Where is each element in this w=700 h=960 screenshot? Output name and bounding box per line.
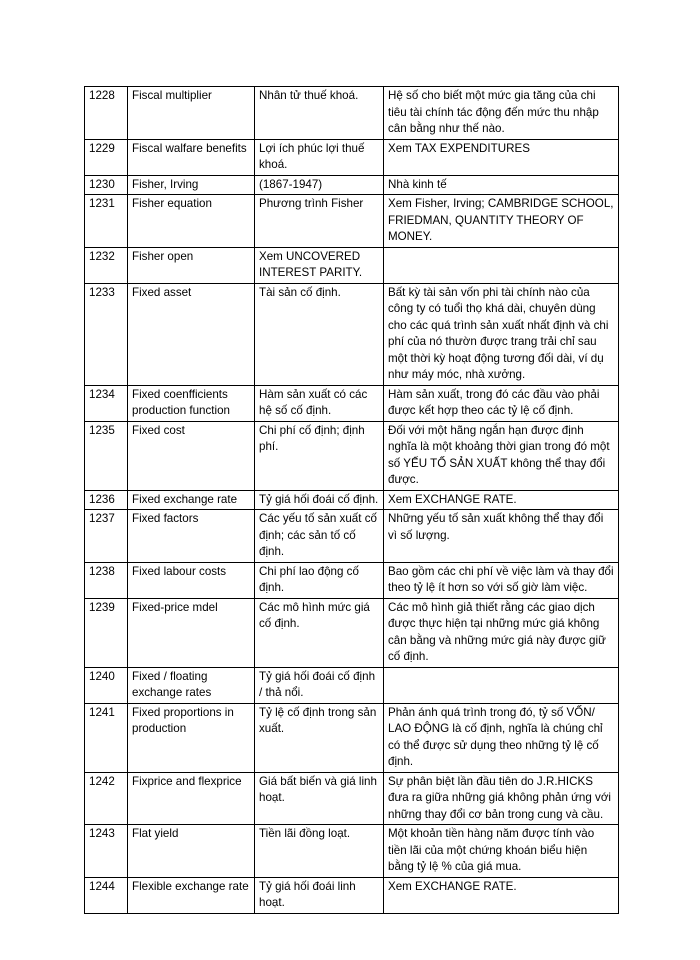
- entry-number: 1239: [85, 598, 128, 667]
- definition: Nhà kinh tế: [384, 175, 619, 195]
- table-row: [85, 510, 619, 563]
- table-row: [85, 87, 619, 140]
- definition: Phản ánh quá trình trong đó, tỷ số VỐN/ LAO ĐỘNG là cố định, nghĩa là chúng chỉ có thể được sử dụng theo những tỷ lệ cố định.: [384, 703, 619, 772]
- definition: Một khoản tiền hàng năm được tính vào tiền lãi của một chứng khoán biểu hiện bằng tỷ lệ % của giá mua.: [384, 825, 619, 878]
- table-row: [85, 175, 619, 195]
- entry-number: 1237: [85, 510, 128, 563]
- entry-number: 1228: [85, 87, 128, 140]
- table-row: [85, 772, 619, 825]
- vietnamese-term: Tỷ giá hối đoái cố định.: [255, 490, 384, 510]
- glossary-table: [84, 86, 619, 914]
- entry-number: 1241: [85, 703, 128, 772]
- vietnamese-term: Chi phí cố định; định phí.: [255, 421, 384, 490]
- table-row: [85, 598, 619, 667]
- vietnamese-term: Tỷ lệ cố định trong sản xuất.: [255, 703, 384, 772]
- definition: [384, 247, 619, 283]
- english-term: Fixed / floating exchange rates: [128, 667, 255, 703]
- vietnamese-term: Các yếu tố sản xuất cố định; các sản tố cố định.: [255, 510, 384, 563]
- definition: Những yếu tố sản xuất không thể thay đổi vì số lượng.: [384, 510, 619, 563]
- vietnamese-term: Phương trình Fisher: [255, 195, 384, 248]
- table-row: [85, 139, 619, 175]
- vietnamese-term: Chi phí lao động cố định.: [255, 562, 384, 598]
- definition: Xem TAX EXPENDITURES: [384, 139, 619, 175]
- definition: Đối với một hãng ngắn hạn được định nghĩa là một khoảng thời gian trong đó một số YẾU TỐ SẢN XUẤT không thể thay đổi được.: [384, 421, 619, 490]
- entry-number: 1244: [85, 877, 128, 913]
- entry-number: 1238: [85, 562, 128, 598]
- table-row: [85, 283, 619, 385]
- definition: [384, 667, 619, 703]
- vietnamese-term: Nhân tử thuế khoá.: [255, 87, 384, 140]
- document-page: [84, 86, 618, 914]
- definition: Hệ số cho biết một mức gia tăng của chi tiêu tài chính tác động đến mức thu nhập cân bằng như thế nào.: [384, 87, 619, 140]
- english-term: Fisher, Irving: [128, 175, 255, 195]
- definition: Hàm sản xuất, trong đó các đầu vào phải được kết hợp theo các tỷ lệ cố định.: [384, 385, 619, 421]
- table-row: [85, 825, 619, 878]
- english-term: Fixed labour costs: [128, 562, 255, 598]
- entry-number: 1243: [85, 825, 128, 878]
- definition: Bao gồm các chi phí về việc làm và thay đổi theo tỷ lệ ít hơn so với số giờ làm việc.: [384, 562, 619, 598]
- english-term: Fiscal multiplier: [128, 87, 255, 140]
- definition: Xem EXCHANGE RATE.: [384, 877, 619, 913]
- table-row: [85, 385, 619, 421]
- entry-number: 1234: [85, 385, 128, 421]
- english-term: Fixed coenfficients production function: [128, 385, 255, 421]
- vietnamese-term: (1867-1947): [255, 175, 384, 195]
- vietnamese-term: Tiền lãi đồng loạt.: [255, 825, 384, 878]
- table-row: [85, 703, 619, 772]
- vietnamese-term: Tài sản cố định.: [255, 283, 384, 385]
- table-row: [85, 490, 619, 510]
- entry-number: 1232: [85, 247, 128, 283]
- vietnamese-term: Giá bất biến và giá linh hoạt.: [255, 772, 384, 825]
- english-term: Flexible exchange rate: [128, 877, 255, 913]
- entry-number: 1236: [85, 490, 128, 510]
- entry-number: 1242: [85, 772, 128, 825]
- glossary-body: [85, 87, 619, 914]
- english-term: Fixed cost: [128, 421, 255, 490]
- entry-number: 1230: [85, 175, 128, 195]
- vietnamese-term: Lợi ích phúc lợi thuế khoá.: [255, 139, 384, 175]
- english-term: Fixed factors: [128, 510, 255, 563]
- vietnamese-term: Tỷ giá hối đoái cố định / thả nổi.: [255, 667, 384, 703]
- english-term: Fixed asset: [128, 283, 255, 385]
- english-term: Fixed exchange rate: [128, 490, 255, 510]
- entry-number: 1235: [85, 421, 128, 490]
- table-row: [85, 562, 619, 598]
- vietnamese-term: Các mô hình mức giá cố định.: [255, 598, 384, 667]
- definition: Xem Fisher, Irving; CAMBRIDGE SCHOOL, FRIEDMAN, QUANTITY THEORY OF MONEY.: [384, 195, 619, 248]
- entry-number: 1231: [85, 195, 128, 248]
- english-term: Fixprice and flexprice: [128, 772, 255, 825]
- definition: Bất kỳ tài sản vốn phi tài chính nào của công ty có tuổi thọ khá dài, chuyên dùng cho các quá trình sản xuất nhất định và chi phí của nó thườn được trang trải chỉ sau một thời kỳ hoạt động tương đối dài, ví dụ như máy móc, nhà xưởng.: [384, 283, 619, 385]
- table-row: [85, 877, 619, 913]
- entry-number: 1229: [85, 139, 128, 175]
- vietnamese-term: Hàm sản xuất có các hệ số cố định.: [255, 385, 384, 421]
- english-term: Fisher equation: [128, 195, 255, 248]
- table-row: [85, 247, 619, 283]
- english-term: Fisher open: [128, 247, 255, 283]
- english-term: Fiscal walfare benefits: [128, 139, 255, 175]
- vietnamese-term: Xem UNCOVERED INTEREST PARITY.: [255, 247, 384, 283]
- table-row: [85, 195, 619, 248]
- table-row: [85, 667, 619, 703]
- table-row: [85, 421, 619, 490]
- entry-number: 1240: [85, 667, 128, 703]
- english-term: Fixed-price mdel: [128, 598, 255, 667]
- english-term: Flat yield: [128, 825, 255, 878]
- english-term: Fixed proportions in production: [128, 703, 255, 772]
- definition: Sự phân biệt lần đầu tiên do J.R.HICKS đưa ra giữa những giá không phản ứng với những thay đổi cơ bản trong cung và cầu.: [384, 772, 619, 825]
- definition: Các mô hình giả thiết rằng các giao dịch được thực hiện tại những mức giá không cân bằng và những mức giá này được giữ cố định.: [384, 598, 619, 667]
- vietnamese-term: Tỷ giá hối đoái linh hoạt.: [255, 877, 384, 913]
- definition: Xem EXCHANGE RATE.: [384, 490, 619, 510]
- entry-number: 1233: [85, 283, 128, 385]
